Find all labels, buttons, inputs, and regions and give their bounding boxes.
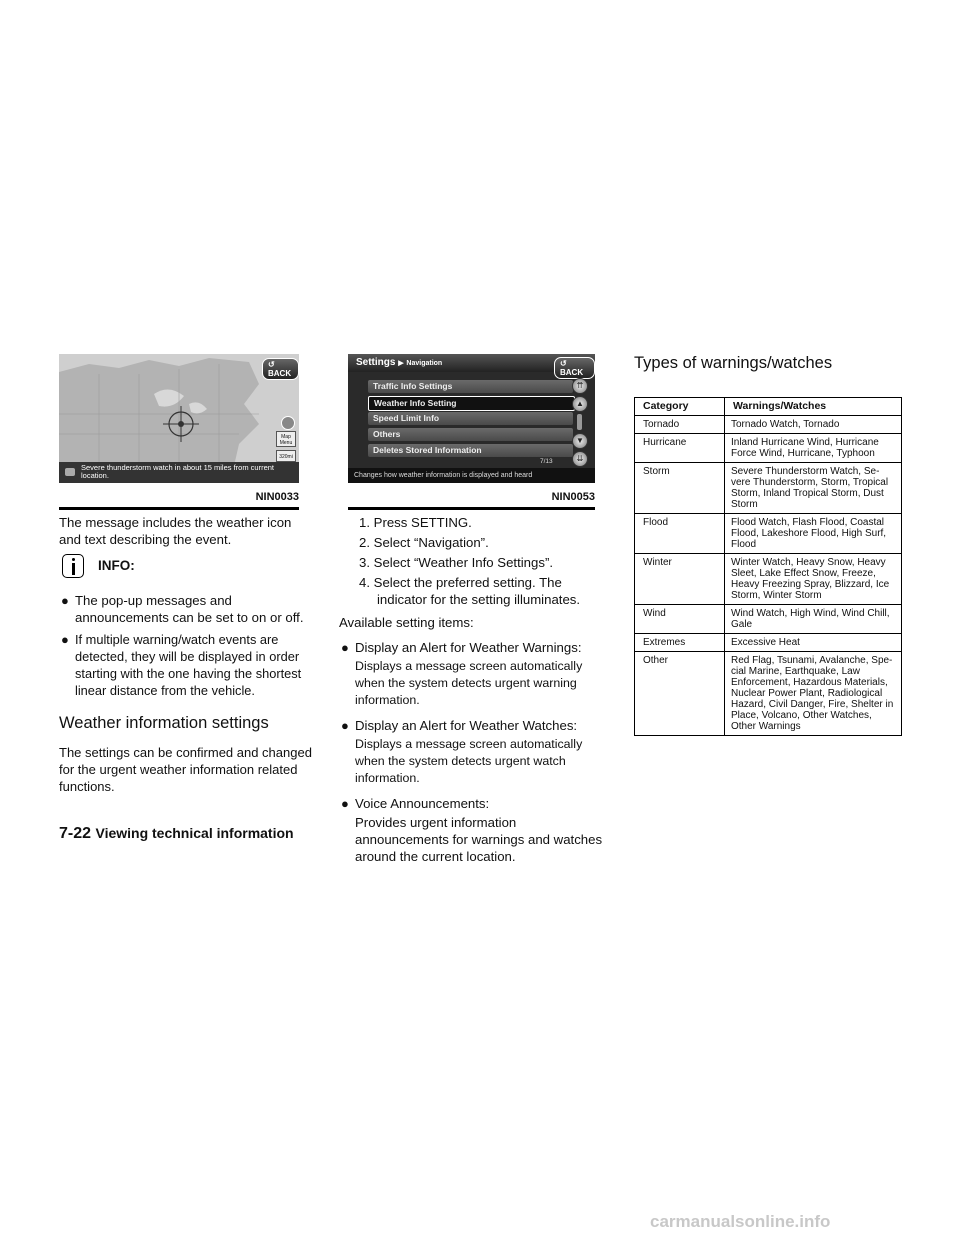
scroll-up-icon[interactable]: ▲ (572, 396, 588, 412)
menu-item-weather-info[interactable]: Weather Info Setting (368, 396, 575, 411)
menu-item-others[interactable]: Others (368, 428, 573, 441)
figure-caption: NIN0053 (348, 491, 595, 510)
table-row: Other Red Flag, Tsunami, Avalanche, Spe-cial Marine, Earthquake, Law Enforcement, Hazardous Materials, Nuclear Power Plant, Radiological Hazard, Civil Danger, Fire, Shelter in Place, Volcano, Other Watches, Other Warnings (635, 652, 902, 736)
scale-indicator: 320mi (276, 450, 296, 462)
watermark: carmanualsonline.info (650, 1212, 831, 1231)
bullet-icon: ● (341, 718, 349, 733)
back-arrow-icon: ↺ (268, 360, 275, 369)
weather-icon (65, 468, 75, 476)
scrollbar[interactable] (577, 414, 582, 430)
info-bullet: ● If multiple warning/watch events are detected, they will be displayed in order starting with the one having the shortest linear distance from the vehicle. (61, 632, 302, 698)
table-row: Winter Winter Watch, Heavy Snow, Heavy Sleet, Lake Effect Snow, Freeze, Heavy Freezing Spray, Blizzard, Ice Storm, Winter Storm (635, 554, 902, 605)
settings-footer: Changes how weather information is displayed and heard (348, 468, 595, 483)
info-icon (62, 554, 84, 578)
info-label: INFO: (98, 558, 135, 573)
section-title: Weather information settings (59, 714, 269, 732)
scroll-top-icon[interactable]: ⇈ (572, 378, 588, 394)
bullet-icon: ● (341, 640, 349, 655)
scroll-down-icon[interactable]: ▼ (572, 433, 588, 449)
table-row: Flood Flood Watch, Flash Flood, Coastal Flood, Lakeshore Flood, High Surf, Flood (635, 514, 902, 554)
back-button[interactable]: ↺ BACK (554, 357, 595, 379)
setting-item: ● Display an Alert for Weather Watches: Displays a message screen automatically when the system detects urgent watch information. (341, 718, 583, 785)
table-header-row (635, 398, 902, 416)
step-item: 2. Select “Navigation”. (359, 535, 489, 550)
column-left (59, 514, 313, 795)
step-item: 4. Select the preferred setting. The indicator for the setting illuminates. (359, 575, 581, 607)
step-item: 1. Press SETTING. (359, 515, 472, 530)
step-item: 3. Select “Weather Info Settings”. (359, 555, 554, 570)
header-warnings: Warnings/Watches (725, 398, 902, 416)
section-paragraph: The settings can be confirmed and changed for the urgent weather information related functions. (59, 745, 312, 794)
info-block (59, 554, 313, 588)
figure-caption: NIN0033 (59, 491, 299, 510)
table-row: Wind Wind Watch, High Wind, Wind Chill, Gale (635, 605, 902, 634)
page-footer (59, 825, 294, 843)
map-screenshot (59, 354, 299, 483)
table-title: Types of warnings/watches (634, 354, 833, 372)
intro-paragraph: The message includes the weather icon and text describing the event. (59, 515, 292, 547)
bullet-icon: ● (341, 796, 349, 811)
table-row: Tornado Tornado Watch, Tornado (635, 416, 902, 434)
page-indicator: 7/13 (540, 458, 553, 465)
table-row: Storm Severe Thunderstorm Watch, Se-vere Thunderstorm, Storm, Tropical Storm, Inland Tropical Storm, Dust Storm (635, 463, 902, 514)
map-menu-button[interactable]: Map Menu (276, 431, 296, 447)
footer-section: Viewing technical information (95, 825, 294, 841)
warnings-table (634, 397, 902, 736)
info-bullet: ● The pop-up messages and announcements can be set to on or off. (61, 593, 304, 625)
back-arrow-icon: ↺ (560, 359, 567, 368)
available-heading: Available setting items: (339, 615, 474, 630)
scroll-bottom-icon[interactable]: ⇊ (572, 451, 588, 467)
settings-list (348, 354, 595, 483)
message-banner: Severe thunderstorm watch in about 15 miles from current location. (59, 462, 299, 483)
bullet-icon: ● (61, 593, 69, 608)
settings-screenshot (348, 354, 595, 483)
page-number: 7-22 (59, 825, 92, 842)
breadcrumb-arrow-icon: ▶ (398, 360, 404, 367)
setting-item: ● Display an Alert for Weather Warnings: Displays a message screen automatically when the system detects urgent warning information. (341, 640, 583, 707)
menu-item-delete-stored[interactable]: Deletes Stored Information (368, 444, 573, 457)
column-middle (339, 514, 609, 865)
menu-item-speed-limit[interactable]: Speed Limit Info (368, 412, 573, 425)
menu-item-traffic-info[interactable]: Traffic Info Settings (368, 380, 573, 393)
bullet-icon: ● (61, 632, 69, 647)
header-category: Category (635, 398, 725, 416)
back-button[interactable]: ↺ BACK (262, 358, 299, 380)
table-row: Hurricane Inland Hurricane Wind, Hurricane Force Wind, Hurricane, Typhoon (635, 434, 902, 463)
settings-header: Settings ▶ Navigation (348, 354, 595, 372)
zoom-up-icon[interactable] (281, 416, 295, 430)
setting-item: ● Voice Announcements: Provides urgent information announcements for warnings and watches around the current location. (341, 796, 603, 864)
table-row: Extremes Excessive Heat (635, 634, 902, 652)
